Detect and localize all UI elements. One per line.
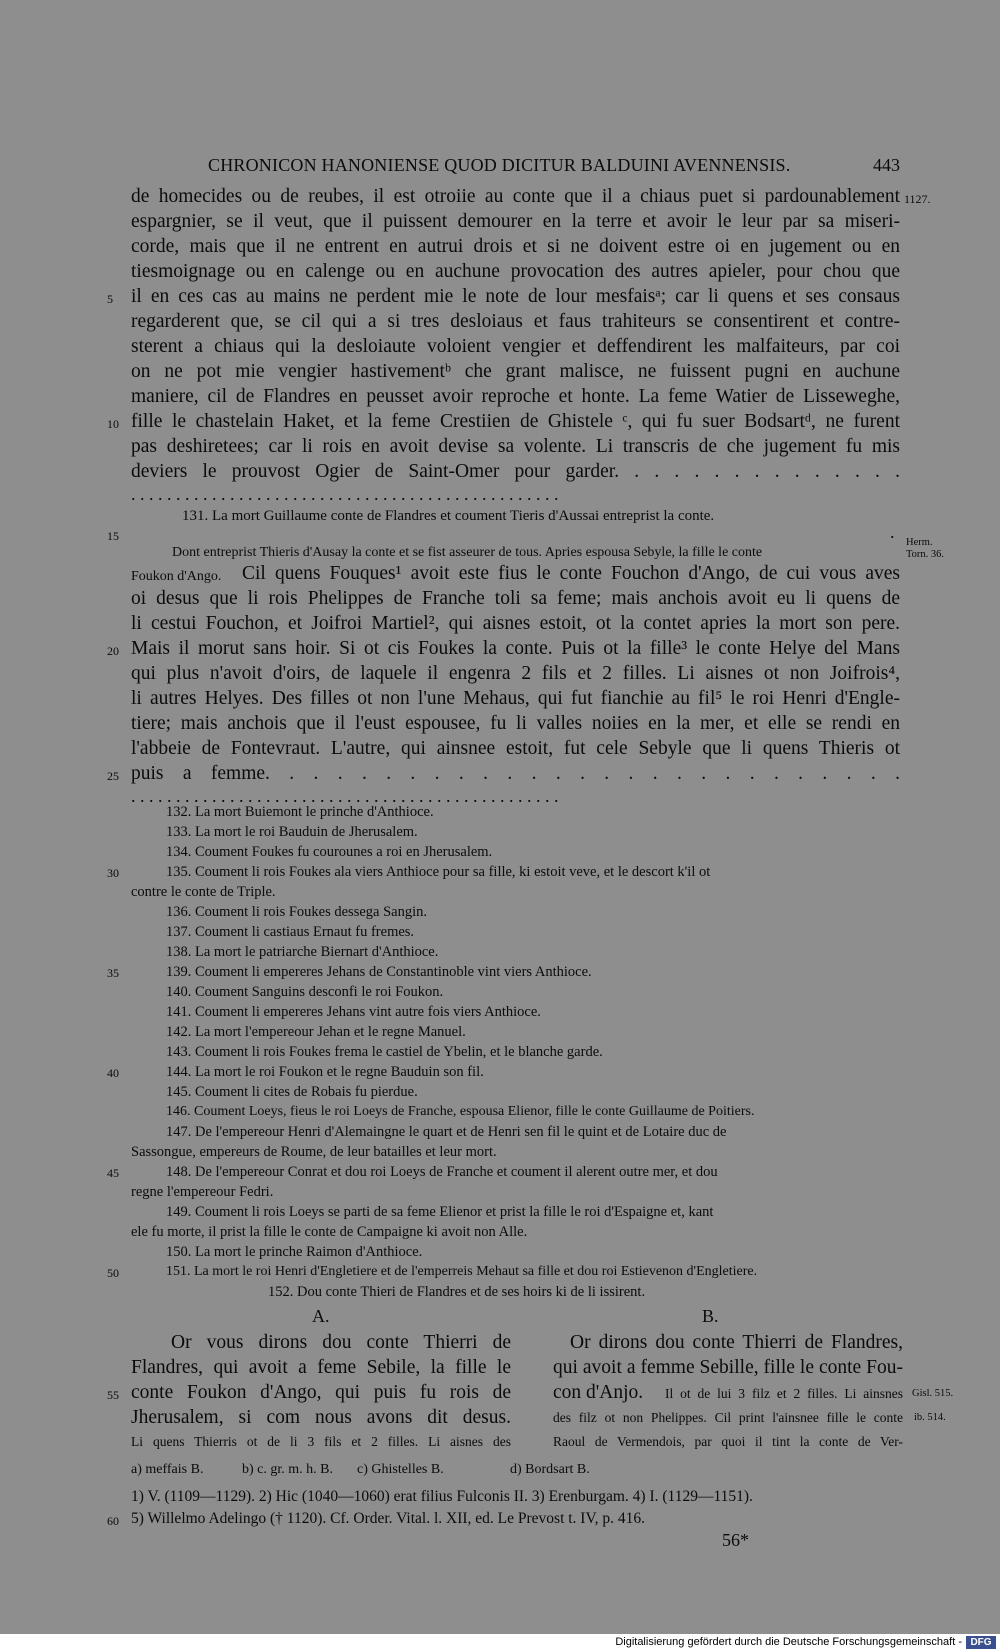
text-line: li autres Helyes. Des filles ot non l'une Mehaus, qui fut fianchie au fil⁵ le roi Henri d'Engle- (131, 688, 900, 709)
text-line: puis a femme. . . . . . . . . . . . . . . . . . . . . . . . . . . (131, 763, 900, 784)
column-a-label: A. (312, 1306, 330, 1326)
side-note: Torn. 36. (906, 549, 945, 560)
dfg-logo: DFG (966, 1636, 996, 1649)
line-number: 10 (107, 417, 119, 431)
line-number: 55 (107, 1388, 119, 1402)
side-note: ib. 514. (914, 1412, 946, 1423)
variant-note: d) Bordsart B. (510, 1462, 590, 1477)
line-number: 20 (107, 644, 119, 658)
margin-year: 1127. (904, 192, 931, 206)
line-number: 25 (107, 769, 119, 783)
page-number: 443 (873, 155, 900, 175)
dot-mark: . (890, 522, 895, 542)
column-a-line: Jherusalem, si com nous avons dit desus. (131, 1407, 511, 1428)
toc-item-cont: ele fu morte, il prist la fille le conte de Campaigne ki avoit non Alle. (131, 1224, 528, 1240)
line-number: 60 (107, 1514, 119, 1528)
toc-item-cont: Sassongue, empereurs de Roume, de leur batailles et leur mort. (131, 1144, 497, 1160)
toc-item: 134. Coument Foukes fu courounes a roi en Jherusalem. (166, 844, 493, 860)
toc-item: 140. Coument Sanguins desconfi le roi Foukon. (166, 984, 444, 1000)
line-number: 30 (107, 866, 119, 880)
toc-item: 144. La mort le roi Foukon et le regne Bauduin son fil. (166, 1064, 484, 1080)
text-line: corde, mais que il ne entrent en autrui drois et si ne doivent estre oi en jugement ou en (131, 236, 900, 257)
text-line: tiesmoignage ou en calenge ou en auchune provocation des autres apieler, pour chou que (131, 261, 900, 282)
footnote-line: 5) Willelmo Adelingo († 1120). Cf. Order. Vital. l. XII, ed. Le Prevost t. IV, p. 416. (131, 1510, 646, 1527)
side-note: Gisl. 515. (912, 1388, 954, 1399)
text-line: l'abbeie de Fontevraut. L'autre, qui ainsnee estoit, fut cele Sebyle que li quens Thieris ot (131, 738, 900, 759)
text-line: tiere; mais anchois que il l'eust espousee, fu li valles noiies en la mer, et elle se rendi en (131, 713, 900, 734)
text-line: fille le chastelain Haket, et la feme Crestiien de Ghistele ᶜ, qui fu suer Bodsartᵈ, ne furent (131, 411, 900, 432)
toc-item: 141. Coument li empereres Jehans vint autre fois viers Anthioce. (166, 1004, 541, 1020)
text-line: Cil quens Fouques¹ avoit este fius le conte Fouchon d'Ango, de cui vous aves (242, 563, 900, 584)
text-line: Mais il morut sans hoir. Si ot cis Foukes la conte. Puis ot la fille³ le conte Helye del Mans (131, 638, 900, 659)
toc-item: 139. Coument li empereres Jehans de Constantinoble vint viers Anthioce. (166, 964, 592, 980)
toc-item: 132. La mort Buiemont le princhе d'Anthioce. (166, 804, 434, 820)
column-b-label: B. (702, 1306, 719, 1326)
text-line: espargnier, se il veut, que il puissent demourer en la terre et avoir le leur par sa miseri- (131, 211, 900, 232)
toc-item: 145. Coument li cites de Robais fu pierdue. (166, 1084, 418, 1100)
toc-item: 138. La mort le patriarche Biernart d'Anthioce. (166, 944, 439, 960)
column-b-line: qui avoit a femme Sebille, fille le conte Fou- (553, 1357, 903, 1378)
column-b-line: Or dirons dou conte Thierri de Flandres, (570, 1332, 903, 1353)
chapter-summary: Dont entreprist Thieris d'Ausay la conte et se fist asseurer de tous. Apries espousa Sebyle, la fille le conte (172, 545, 763, 560)
footer-credit: Digitalisierung gefördert durch die Deutsche Forschungsgemeinschaft - (615, 1636, 962, 1648)
text-line: il en ces cas au mains ne perdent mie le note de lour mesfaisᵃ; car li quens et ses consaus (131, 286, 900, 307)
toc-item: 150. La mort le princhе Raimon d'Anthioce. (166, 1244, 423, 1260)
toc-item: 149. Coument li rois Loeys se parti de sa feme Elienor et prist la fille le roi d'Espaigne et, kant (166, 1204, 714, 1220)
toc-item: 136. Coument li rois Foukes dessega Sangin. (166, 904, 427, 920)
text-line: maniere, cil de Flandres en peusset avoir reproche et honte. La feme Watier de Lisseweghe, (131, 386, 900, 407)
line-number: 45 (107, 1166, 119, 1180)
chapter-heading: 131. La mort Guillaume conte de Flandres et coument Tieris d'Aussai entreprist la conte. (182, 508, 715, 524)
toc-item: 147. De l'empereour Henri d'Alemaingne le quart et de Henri sen fil le quint et de Lotaire duc de (166, 1124, 727, 1140)
ellipsis-line: . . . . . . . . . . . . . . . . . . . . . . . . . . . . . . . . . . . . . . . . . . . . . . . . (131, 484, 559, 504)
line-number: 5 (107, 292, 113, 306)
variant-note: c) Ghistelles B. (357, 1462, 444, 1477)
side-note: Herm. (906, 537, 933, 548)
text-line: sterent a chiaus qui la desloiaute voloient vengier et deffendirent les malfaiteurs, par coi (131, 336, 900, 357)
text-line: oi desus que li rois Phelippes de Franche toli sa feme; mais anchois avoit eu li quens de (131, 588, 900, 609)
text-line: li cestui Fouchon, et Joifroi Martiel², qui aisnes estoit, ot la contet apries la mort son pere. (131, 613, 900, 634)
column-a-line: conte Foukon d'Ango, qui puis fu rois de (131, 1382, 511, 1403)
toc-item: 146. Coument Loeys, fieus le roi Loeys de Franche, espousa Elienor, fille le conte Guillaume de Poitiers. (166, 1104, 755, 1119)
column-b-small: Il ot de lui 3 filz et 2 filles. Li ainsnes (665, 1386, 903, 1401)
toc-item: 133. La mort le roi Bauduin de Jherusalem. (166, 824, 418, 840)
column-a-line: Flandres, qui avoit a feme Sebile, la fille le (131, 1357, 511, 1378)
column-b-line: con d'Anjo. (553, 1382, 644, 1403)
variant-note: a) meffais B. (131, 1462, 204, 1477)
chapter-summary-cont: Foukon d'Ango. (131, 569, 222, 584)
column-a-line: Or vous dirons dou conte Thierri de (171, 1332, 511, 1353)
toc-item-cont: contre le conte de Triple. (131, 884, 276, 900)
text-line: on ne pot mie vengier hastivementᵇ che grant malisce, ne fuissent pugni en auchune (131, 361, 900, 382)
column-a-small: Li quens Thierris ot de li 3 fils et 2 filles. Li aisnes des (131, 1434, 511, 1449)
footnote-line: 1) V. (1109—1129). 2) Hic (1040—1060) erat filius Fulconis II. 3) Erenburgam. 4) I. (1129—1151). (131, 1488, 753, 1505)
toc-item-cont: regne l'empereour Fedri. (131, 1184, 274, 1200)
line-number: 50 (107, 1266, 119, 1280)
variant-note: b) c. gr. m. h. B. (242, 1462, 333, 1477)
toc-item: 143. Coument li rois Foukes frema le castiel de Ybelin, et le blanche garde. (166, 1044, 603, 1060)
toc-item: 137. Coument li castiaus Ernaut fu fremes. (166, 924, 415, 940)
text-line: pas deshiretees; car li rois en avoit devise sa volente. Li transcris de che jugement fu mis (131, 436, 900, 457)
signature-mark: 56* (722, 1530, 749, 1550)
column-b-small: des filz ot non Phelippes. Cil print l'ainsnee fille le conte (553, 1410, 903, 1425)
text-line: regarderent que, se cil qui a si tres desloiaus et faus trahiteurs se consentirent et contre- (131, 311, 900, 332)
text-line: de homecides ou de reubes, il est otroiie au conte que il a chiaus puet si pardounablement (131, 186, 900, 207)
text-line: deviers le prouvost Ogier de Saint-Omer pour garder. . . . . . . . . . . . . . . (131, 461, 900, 482)
toc-item: 135. Coument li rois Foukes ala viers Anthioce pour sa fille, ki estoit veve, et le descort k'il ot (166, 864, 711, 880)
toc-item: 152. Dou conte Thieri de Flandres et de ses hoirs ki de li issirent. (268, 1284, 646, 1300)
ellipsis-line: . . . . . . . . . . . . . . . . . . . . . . . . . . . . . . . . . . . . . . . . . . . . . . . . (131, 786, 559, 806)
toc-item: 142. La mort l'empereour Jehan et le regne Manuel. (166, 1024, 466, 1040)
line-number: 40 (107, 1066, 119, 1080)
line-number: 15 (107, 529, 119, 543)
toc-item: 148. De l'empereour Conrat et dou roi Loeys de Franche et coument il alerent outre mer, et dou (166, 1164, 718, 1180)
header-title: CHRONICON HANONIENSE QUOD DICITUR BALDUINI AVENNENSIS. (208, 155, 791, 175)
line-number: 35 (107, 966, 119, 980)
text-line: qui plus n'avoit d'oirs, de laquele il engenra 2 fils et 2 filles. Li aisnes ot non Joifrois⁴, (131, 663, 900, 684)
toc-item: 151. La mort le roi Henri d'Engletiere et de l'emperreis Mehaut sa fille et dou roi Estievenon d'Engletiere. (166, 1264, 758, 1279)
column-b-small: Raoul de Vermendois, par quoi il tint la conte de Ver- (553, 1434, 903, 1449)
